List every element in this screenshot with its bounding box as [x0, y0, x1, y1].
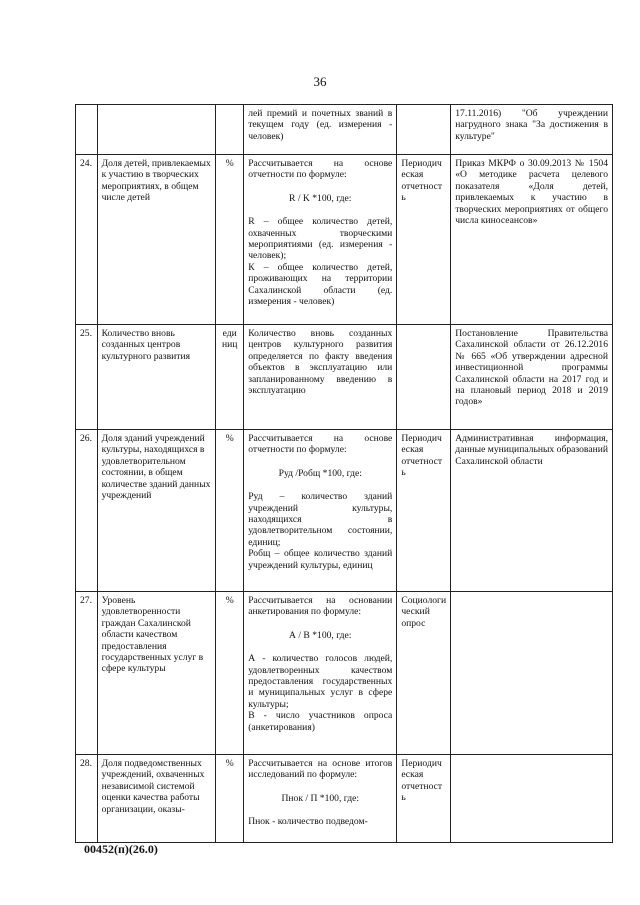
periodicity: Периодическая отчетность: [397, 755, 451, 843]
row-number: 27.: [76, 592, 98, 755]
document-code: 00452(п)(26.0): [84, 842, 158, 856]
periodicity: [397, 105, 451, 155]
method-text: К – общее количество детей, проживающих на территории Сахалинской области (ед. измерения - человек): [248, 261, 393, 308]
indicator-name: Доля детей, привлекаемых к участию в творческих мероприятиях, в общем числе детей: [97, 155, 216, 325]
table-row: [76, 430, 613, 592]
method-text: А - количество голосов людей, удовлетворенных качеством предоставления государственных и муниципальных услуг в сфере культуры;: [248, 653, 393, 710]
source-document: Постановление Правительства Сахалинской области от 26.12.2016 № 665 «Об утверждении адресной инвестиционной программы Сахалинской области на 2017 год и на плановый период 2018 и 2019 годов»: [451, 325, 613, 430]
calculation-method: [244, 592, 397, 755]
method-text: R – общее количество детей, охваченных творческими мероприятиями (ед. измерения - человек);: [248, 216, 393, 262]
row-number: 25.: [76, 325, 98, 430]
source-document: Приказ МКРФ о 30.09.2013 № 1504 «О методике расчета целевого показателя «Доля детей, привлекаемых к участию в творческих мероприятиях от общего числа киносеансов»: [451, 155, 613, 325]
row-number: 24.: [76, 155, 98, 325]
unit: [216, 105, 244, 155]
unit: %: [216, 430, 244, 592]
indicators-table: [75, 104, 613, 843]
calculation-method: [244, 755, 397, 843]
method-intro: Рассчитывается на основании анкетирования по формуле:: [248, 595, 393, 618]
table-row: [76, 325, 613, 430]
row-number: 26.: [76, 430, 98, 592]
source-document: [451, 755, 613, 843]
method-text: лей премий и почетных званий в текущем году (ед. измерения - человек): [248, 108, 393, 142]
source-document: [451, 592, 613, 755]
calculation-method: [244, 325, 397, 430]
periodicity: Периодическая отчетность: [397, 155, 451, 325]
table-row: [76, 155, 613, 325]
unit: %: [216, 592, 244, 755]
calculation-method: [244, 430, 397, 592]
source-document: 17.11.2016) "Об учреждении нагрудного знака "За достижения в культуре": [451, 105, 613, 155]
indicator-name: Уровень удовлетворенности граждан Сахалинской области качеством предоставления государственных услуг в сфере культуры: [97, 592, 216, 755]
table-row: [76, 105, 613, 155]
calculation-method: [244, 155, 397, 325]
unit: %: [216, 155, 244, 325]
calculation-method: [244, 105, 397, 155]
source-document: Административная информация, данные муниципальных образований Сахалинской области: [451, 430, 613, 592]
method-intro: Количество вновь созданных центров культурного развития определяется по факту введения объектов в эксплуатацию или запланированному введению в эксплуатацию: [248, 328, 393, 397]
method-intro: Рассчитывается на основе отчетности по формуле:: [248, 433, 393, 456]
row-number: 28.: [76, 755, 98, 843]
indicator-name: Количество вновь созданных центров культурного развития: [97, 325, 216, 430]
indicator-name: Доля подведомственных учреждений, охваченных независимой системой оценки качества работы организации, оказы-: [97, 755, 216, 843]
method-text: Пнок - количество подведом-: [248, 816, 368, 828]
formula: Пнок / П *100, где:: [281, 792, 360, 804]
unit: единиц: [216, 325, 244, 430]
periodicity: Периодическая отчетность: [397, 430, 451, 592]
formula: А / В *100, где:: [289, 629, 352, 641]
page-number: 36: [313, 74, 327, 89]
indicator-name: [97, 105, 216, 155]
formula: R / K *100, где:: [289, 192, 352, 204]
method-text: Робщ – общее количество зданий учреждений культуры, единиц: [248, 548, 393, 571]
method-intro: Рассчитывается на основе итогов исследований по формуле:: [248, 758, 393, 781]
table-row: [76, 755, 613, 843]
row-number: [76, 105, 98, 155]
periodicity: [397, 325, 451, 430]
method-text: В - число участников опроса (анкетирования): [248, 710, 393, 733]
periodicity: Социологический опрос: [397, 592, 451, 755]
formula: Руд /Робщ *100, где:: [278, 467, 362, 479]
table-row: [76, 592, 613, 755]
method-intro: Рассчитывается на основе отчетности по формуле:: [248, 158, 393, 181]
indicator-name: Доля зданий учреждений культуры, находящихся в удовлетворительном состоянии, в общем количестве зданий данных учреждений: [97, 430, 216, 592]
method-text: Руд – количество зданий учреждений культуры, находящихся в удовлетворительном состоянии, единиц;: [248, 491, 393, 548]
unit: %: [216, 755, 244, 843]
